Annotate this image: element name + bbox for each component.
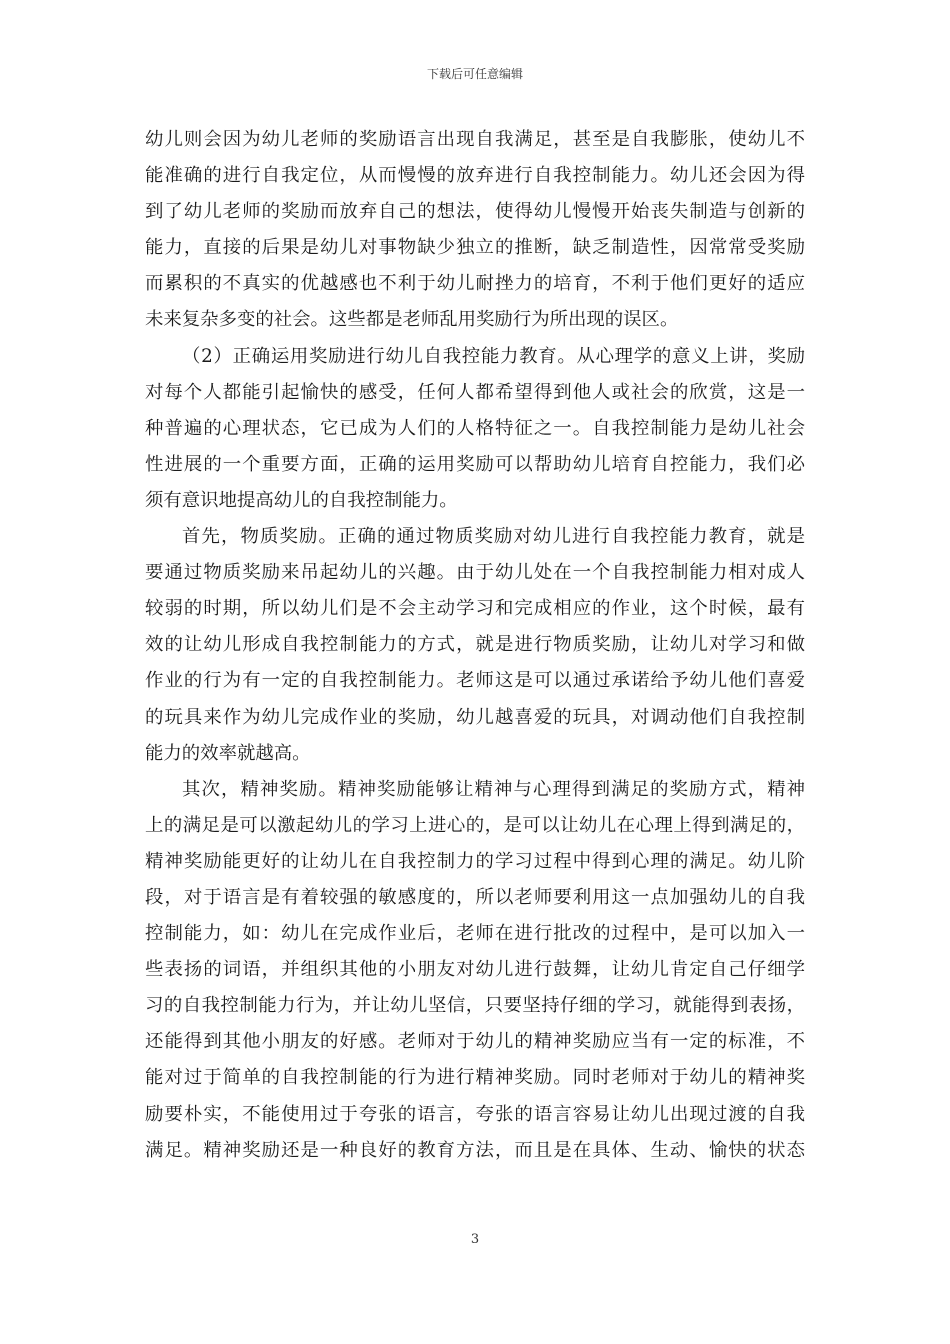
text-line: 控制能力，如：幼儿在完成作业后，老师在进行批改的过程中，是可以加入一	[145, 923, 805, 945]
text-line: （2）正确运用奖励进行幼儿自我控能力教育。从心理学的意义上讲，奖励	[182, 345, 805, 367]
text-line: 要通过物质奖励来吊起幼儿的兴趣。由于幼儿处在一个自我控制能力相对成人	[145, 562, 805, 584]
text-line: 性进展的一个重要方面，正确的运用奖励可以帮助幼儿培育自控能力，我们必	[145, 453, 805, 475]
text-line: 而累积的不真实的优越感也不利于幼儿耐挫力的培育，不利于他们更好的适应	[145, 273, 805, 295]
text-line: 段，对于语言是有着较强的敏感度的，所以老师要利用这一点加强幼儿的自我	[145, 886, 805, 908]
text-line: 励要朴实，不能使用过于夸张的语言，夸张的语言容易让幼儿出现过渡的自我	[145, 1103, 805, 1125]
page-header: 下载后可任意编辑	[426, 67, 523, 81]
text-line: 能力的效率就越高。	[145, 742, 311, 764]
paragraph-1	[145, 122, 805, 339]
text-line: 幼儿则会因为幼儿老师的奖励语言出现自我满足，甚至是自我膨胀，使幼儿不	[145, 129, 805, 150]
text-line: 须有意识地提高幼儿的自我控制能力。	[145, 489, 458, 511]
text-line: 其次，精神奖励。精神奖励能够让精神与心理得到满足的奖励方式，精神	[182, 778, 805, 800]
text-line: 种普遍的心理状态，它已成为人们的人格特征之一。自我控制能力是幼儿社会	[145, 417, 805, 439]
text-line: 还能得到其他小朋友的好感。老师对于幼儿的精神奖励应当有一定的标准，不	[145, 1031, 805, 1053]
text-line: 精神奖励能更好的让幼儿在自我控制力的学习过程中得到心理的满足。幼儿阶	[145, 850, 805, 872]
paragraph-4	[145, 772, 805, 1169]
text-line: 能对过于简单的自我控制能的行为进行精神奖励。同时老师对于幼儿的精神奖	[145, 1067, 805, 1089]
text-line: 作业的行为有一定的自我控制能力。老师这是可以通过承诺给予幼儿他们喜爱	[145, 670, 805, 692]
text-line: 能准确的进行自我定位，从而慢慢的放弃进行自我控制能力。幼儿还会因为得	[145, 165, 805, 187]
text-line: 习的自我控制能力行为，并让幼儿坚信，只要坚持仔细的学习，就能得到表扬，	[145, 995, 805, 1017]
text-line: 首先，物质奖励。正确的通过物质奖励对幼儿进行自我控能力教育，就是	[182, 526, 805, 548]
text-line: 较弱的时期，所以幼儿们是不会主动学习和完成相应的作业，这个时候，最有	[145, 598, 805, 620]
text-line: 未来复杂多变的社会。这些都是老师乱用奖励行为所出现的误区。	[145, 309, 679, 331]
paragraph-3	[145, 519, 805, 772]
text-line: 效的让幼儿形成自我控制能力的方式，就是进行物质奖励，让幼儿对学习和做	[145, 634, 805, 656]
document-body	[145, 122, 805, 1169]
text-line: 对每个人都能引起愉快的感受，任何人都希望得到他人或社会的欣赏，这是一	[145, 381, 805, 403]
text-line: 满足。精神奖励还是一种良好的教育方法，而且是在具体、生动、愉快的状态	[145, 1139, 805, 1161]
text-line: 上的满足是可以激起幼儿的学习上进心的，是可以让幼儿在心理上得到满足的，	[145, 814, 805, 836]
text-line: 些表扬的词语，并组织其他的小朋友对幼儿进行鼓舞，让幼儿肯定自己仔细学	[145, 959, 805, 981]
paragraph-2	[145, 339, 805, 519]
text-line: 到了幼儿老师的奖励而放弃自己的想法，使得幼儿慢慢开始丧失制造与创新的	[145, 201, 805, 223]
page-number: 3	[470, 1232, 480, 1247]
text-line: 能力，直接的后果是幼儿对事物缺少独立的推断，缺乏制造性，因常常受奖励	[145, 237, 805, 259]
text-line: 的玩具来作为幼儿完成作业的奖励，幼儿越喜爱的玩具，对调动他们自我控制	[145, 706, 805, 728]
